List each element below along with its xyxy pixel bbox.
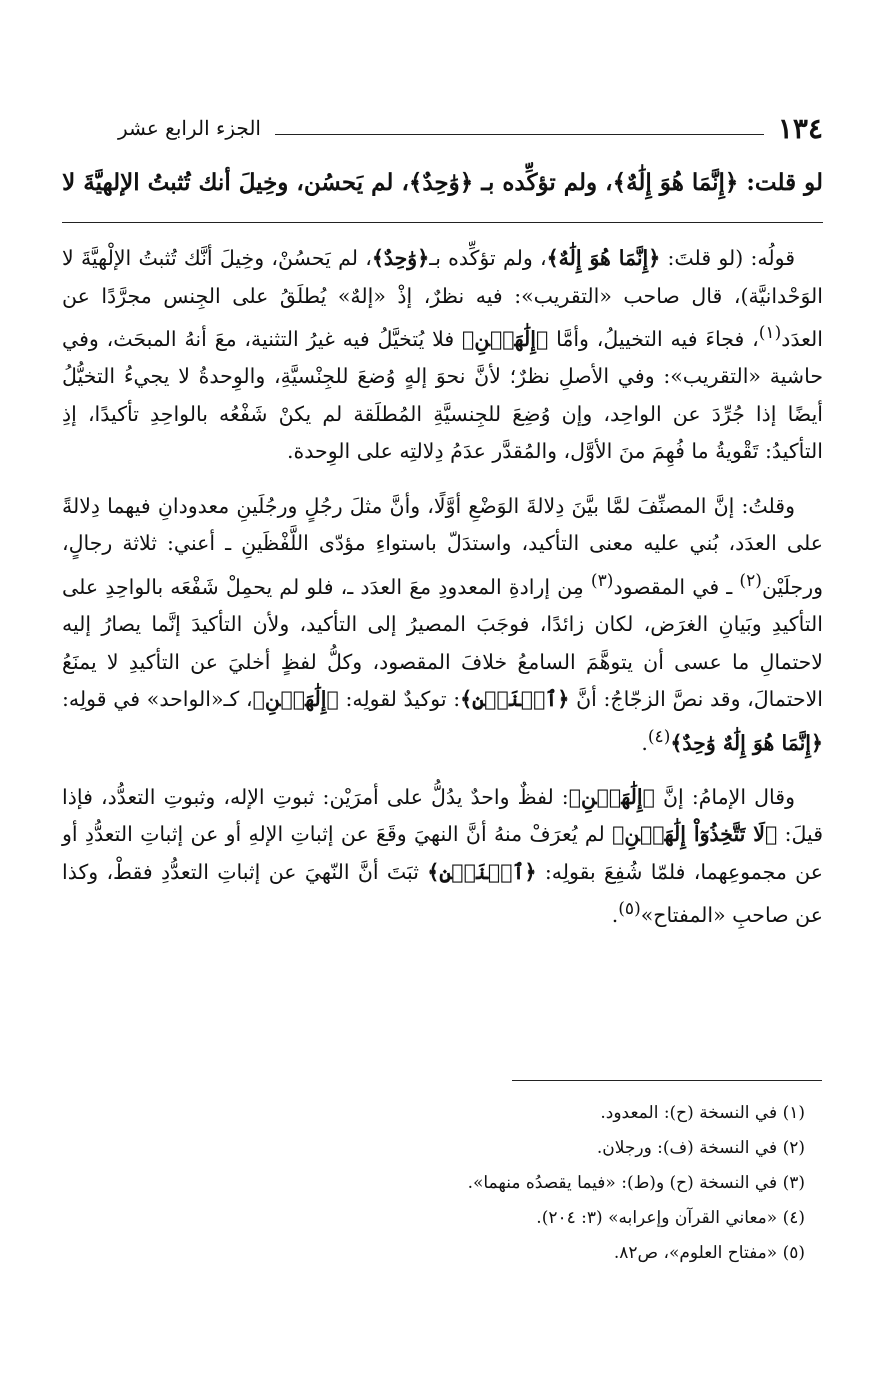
quran-verse: ﴿إِنَّمَا هُوَ إِلَٰهٌ﴾ <box>546 246 661 270</box>
quran-verse: ﴿إِلَٰهَيۡنِ﴾ <box>252 687 339 712</box>
commentary-paragraph-3 <box>62 779 823 935</box>
para-2-text-1: وقلتُ: إنَّ المصنِّفَ لمَّا بيَّنَ دِلالةَ الوَضْعِ أوَّلًا، وأنَّ مثلَ رجُلٍ ورجُلَينِ معدودانِ فيهما دِلالةً على العدَد، بُني عليه معنى التأكيد، واستدَلّ باستواءِ مؤدّى اللَّفْظَينِ ـ أعني: ثلاثة رجالٍ، ورجلَيْن <box>62 493 823 599</box>
para-1-text-1: قولُه: (لو قلتَ: <box>660 246 795 270</box>
para-3-text-3: لم يُعرَفْ منهُ أنَّ النهيَ وقَعَ عن إثباتِ الإلهِ أو عن إثباتِ التعدُّدِ أو عن مجموعِهما، فلمّا شُفِعَ بقولِه: <box>62 822 823 884</box>
commentary-paragraph-1 <box>62 240 823 471</box>
quran-verse: ﴿ٱثۡنَيۡنِ﴾ <box>460 687 570 712</box>
matn-text: لو قلت: ﴿إِنَّمَا هُوَ إِلَٰهٌ﴾، ولم تؤكِّده بـ ﴿وَٰحِدٌ﴾، لم يَحسُن، وخِيلَ أنك تُثبتُ الإلهيَّةَ لا <box>62 169 823 196</box>
para-2-text-2: ـ في المقصود <box>613 574 740 599</box>
footnote-3: (٣) في النسخة (ح) و(ط): «فيما يقصدُه منهما». <box>467 1173 805 1193</box>
para-3-text-2: : لفظٌ واحدٌ يدُلُّ على أمرَيْن: ثبوتِ الإله، وثبوتِ التعدُّد، فإذا قيلَ: <box>62 784 823 847</box>
commentary-body <box>62 240 823 952</box>
para-2-text-3: مِن إرادةِ المعدودِ معَ العدَد ـ، فلو لم يحمِلْ شَفْعَه بالواحِدِ على التأكيدِ وبَيانِ الغرَض، لكان زائدًا، فوجَبَ المصيرُ إلى التأكيد، ولأن التأكيدَ إنَّما يصارُ إليه لاحتمالِ ما عسى أن يتوهَّمَ السامعُ خلافَ المقصود، وكلُّ لفظٍ أخليَ عن التأكيدِ لا يمنَعُ الاحتمالَ، وقد نصَّ الزجّاجُ: أنَّ <box>62 574 823 712</box>
running-title: الجزء الرابع عشر <box>118 116 261 140</box>
quran-verse: ﴿وَٰحِدٌ﴾ <box>371 246 430 270</box>
header-rule <box>275 134 764 135</box>
footnote-1: (١) في النسخة (ح): المعدود. <box>600 1103 805 1123</box>
page-number: ١٣٤ <box>777 111 823 145</box>
para-3-text-5: . <box>611 903 619 928</box>
commentary-paragraph-2 <box>62 488 823 762</box>
para-1-text-3: ، لم يَحسُنْ، وخِيلَ أنَّك تُثبتُ الإلْهيَّةَ لا الوَحْدانيَّة)، قال صاحب «التقريب»: فيه نظرٌ، إذْ «إلهٌ» يُطلَقُ على الجِنس مجرَّدًا عن العدَد <box>62 246 823 351</box>
footnote-2: (٢) في النسخة (ف): ورجلان. <box>596 1138 805 1158</box>
quran-verse: ﴿إِلَٰهَيۡنِ﴾ <box>568 784 655 809</box>
para-3-text-1: وقال الإمامُ: إنَّ <box>654 784 795 809</box>
page-header <box>118 108 823 148</box>
para-2-text-6: . <box>641 730 648 755</box>
quran-verse: ﴿لَا تَتَّخِذُوٓاْ إِلَٰهَيۡنِ﴾ <box>612 822 778 847</box>
para-1-text-2: ، ولم تؤكِّده بـ <box>429 246 547 270</box>
footnotes <box>62 1096 805 1271</box>
para-1-text-5: فلا يُتخيَّلُ فيه غيرُ التثنية، معَ أنهُ المبحَث، وفي حاشية «التقريب»: وفي الأصلِ نظرٌ؛ لأنَّ نحوَ إلهٍ وُضعَ للجِنْسيَّةِ، والوِحدةُ لا يجيءُ التخيُّلُ أيضًا إذا جُرِّدَ عن الواحِد، وإن وُضِعَ للجِنسيَّةِ المُطلَقة لم يكنْ شَفْعُه بالواحِدِ تأكيدًا، إذِ التأكيدُ: تَقْويةُ ما فُهِمَ منَ الأوَّل، والمُقدَّر عدَمُ دِلالتِه على الوِحدة. <box>62 326 823 464</box>
para-1-text-4: ، فجاءَ فيه التخييلُ، وأمَّا <box>548 326 759 351</box>
para-2-text-4: : توكيدٌ لقولِه: <box>338 687 461 712</box>
quran-verse: ﴿إِنَّمَا هُوَ إِلَٰهٌ وَٰحِدٌ﴾ <box>670 730 823 755</box>
footnote-ref-4: (٤) <box>647 726 671 747</box>
matn-divider <box>62 222 823 223</box>
footnote-ref-3: (٣) <box>590 570 614 591</box>
para-3-text-4: ثبَتَ أنَّ النّهيَ عن إثباتِ التعدُّدِ فقطْ، وكذا عن صاحبِ «المفتاح» <box>62 859 823 928</box>
footnote-5: (٥) «مفتاح العلوم»، ص٨٢. <box>613 1243 805 1263</box>
footnote-ref-2: (٢) <box>739 570 762 591</box>
para-2-text-5: ، كـ«الواحد» في قولِه: <box>62 687 253 712</box>
footnote-ref-1: (١) <box>758 323 782 343</box>
quran-verse: ﴿ٱثۡنَيۡنِ﴾ <box>427 859 537 884</box>
footnote-4: (٤) «معاني القرآن وإعرابه» (٣: ٢٠٤). <box>536 1208 805 1228</box>
footnote-divider <box>512 1080 822 1081</box>
footnote-ref-5: (٥) <box>618 899 641 920</box>
quran-verse: ﴿إِلَٰهَيۡنِ﴾ <box>462 326 549 351</box>
